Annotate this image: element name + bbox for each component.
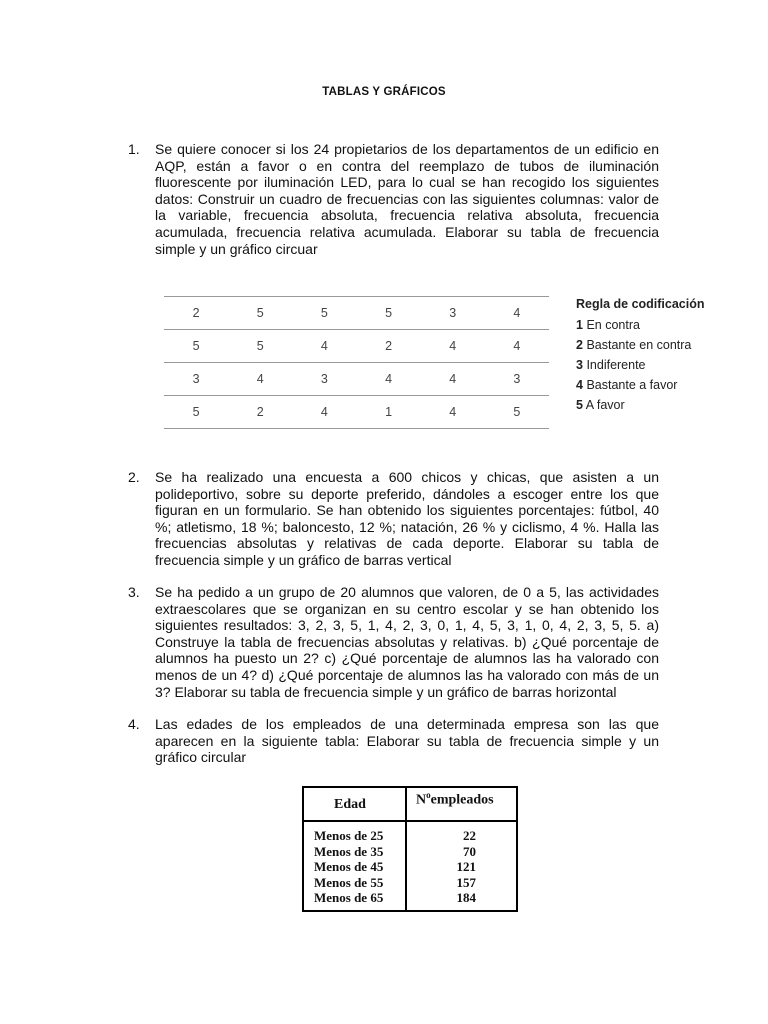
question-text: Se ha realizado una encuesta a 600 chicos y chicas, que asisten a un polideportivo, sobre su deporte preferido, dándoles a escoger entre los que figuran en un formulario. Se han obtenido los siguientes porcentajes: fútbol, 40 %; atletismo, 18 %; baloncesto, 12 %; natación, 26 % y ciclismo, 4 %. Halla las frecuencias absolutas y relativas de cada deporte. Elaborar su tabla de frecuencia simple y un gráfico de barras vertical (155, 469, 659, 568)
question-number: 3. (128, 584, 140, 600)
legend-key: 3 (576, 358, 583, 372)
coding-legend (576, 297, 705, 415)
table-cell: 1 (356, 396, 420, 429)
table-cell: 5 (292, 297, 356, 330)
table-cell: 5 (164, 396, 228, 429)
table-row (164, 330, 549, 363)
legend-key: 2 (576, 338, 583, 352)
page-title: TABLAS Y GRÁFICOS (322, 86, 446, 98)
legend-item (576, 335, 705, 355)
table-cell: 4 (421, 363, 485, 396)
table-cell: 2 (164, 297, 228, 330)
table-row (164, 363, 549, 396)
table-cell: 3 (421, 297, 485, 330)
question-1 (128, 141, 659, 257)
table-cell: 4 (421, 396, 485, 429)
question-text: Se ha pedido a un grupo de 20 alumnos que valoren, de 0 a 5, las actividades extraescolares que se organizan en su centro escolar y se han obtenido los siguientes resultados: 3, 2, 3, 5, 1, 4, 2, 3, 0, 1, 4, 5, 3, 1, 0, 4, 2, 3, 5, 5. a) Construye la tabla de frecuencias absolutas y relativas. b) ¿Qué porcentaje de alumnos ha puesto un 2? c) ¿Qué porcentaje de alumnos las ha valorado con menos de un 4? d) ¿Qué porcentaje de alumnos las ha valorado con más de un 3? Elaborar su tabla de frecuencia simple y un gráfico de barras horizontal (155, 584, 659, 700)
table-cell: 5 (164, 330, 228, 363)
legend-item (576, 395, 705, 415)
table-cell: 5 (356, 297, 420, 330)
table-cell: 3 (164, 363, 228, 396)
table-row (164, 297, 549, 330)
legend-label: En contra (586, 318, 640, 332)
legend-label: Bastante en contra (586, 338, 692, 352)
table-row (164, 396, 549, 429)
question-3 (128, 584, 659, 700)
employee-count: 121 (456, 859, 476, 874)
table-cell: 2 (228, 396, 292, 429)
table-cell: 4 (228, 363, 292, 396)
employee-count: 22 (463, 828, 476, 843)
age-range: Menos de 35 (314, 843, 384, 859)
table-cell: 4 (292, 330, 356, 363)
employee-count: 70 (463, 843, 476, 859)
question-2 (128, 469, 659, 569)
legend-label: A favor (585, 398, 625, 412)
legend-key: 4 (576, 378, 583, 392)
employee-count: 157 (456, 874, 476, 890)
legend-key: 5 (576, 398, 583, 412)
question-number: 2. (128, 469, 140, 485)
legend-item (576, 315, 705, 335)
table-cell: 4 (421, 330, 485, 363)
age-range: Menos de 65 (314, 890, 384, 905)
table-cell: 4 (356, 363, 420, 396)
table-cell: 3 (485, 363, 549, 396)
legend-item (576, 355, 705, 375)
table-cell: 5 (485, 396, 549, 429)
table-cell: 4 (485, 330, 549, 363)
table-cell: 2 (356, 330, 420, 363)
table-cell: 4 (292, 396, 356, 429)
legend-label: Indiferente (586, 358, 646, 372)
legend-item (576, 375, 705, 395)
age-range: Menos de 55 (314, 874, 384, 890)
employee-count: 184 (456, 890, 476, 905)
header-divider (304, 820, 516, 822)
table-cell: 4 (485, 297, 549, 330)
legend-title: Regla de codificación (576, 297, 705, 311)
column-divider (405, 788, 407, 910)
age-range: Menos de 25 (314, 828, 384, 843)
question-4 (128, 716, 659, 766)
age-range: Menos de 45 (314, 859, 384, 874)
coded-data-table (164, 296, 549, 429)
question-text: Las edades de los empleados de una determinada empresa son las que aparecen en la siguiente tabla: Elaborar su tabla de frecuencia simple y un gráfico circular (155, 716, 659, 766)
question-text: Se quiere conocer si los 24 propietarios de los departamentos de un edificio en AQP, están a favor o en contra del reemplazo de tubos de iluminación fluorescente por iluminación LED, para lo cual se han recogido los siguientes datos: Construir un cuadro de frecuencias con las siguientes columnas: valor de la variable, frecuencia absoluta, frecuencia relativa absoluta, frecuencia acumulada, frecuencia relativa acumulada. Elaborar su tabla de frecuencia simple y un gráfico circuar (155, 141, 659, 257)
table-cell: 5 (228, 297, 292, 330)
employee-age-table (302, 786, 518, 912)
header-age: Edad (334, 797, 366, 812)
question-number: 1. (128, 141, 140, 157)
question-number: 4. (128, 716, 140, 732)
header-employees: $N^oempleados$ (416, 790, 494, 808)
legend-key: 1 (576, 318, 583, 332)
table-cell: 5 (228, 330, 292, 363)
table-cell: 3 (292, 363, 356, 396)
legend-label: Bastante a favor (586, 378, 678, 392)
